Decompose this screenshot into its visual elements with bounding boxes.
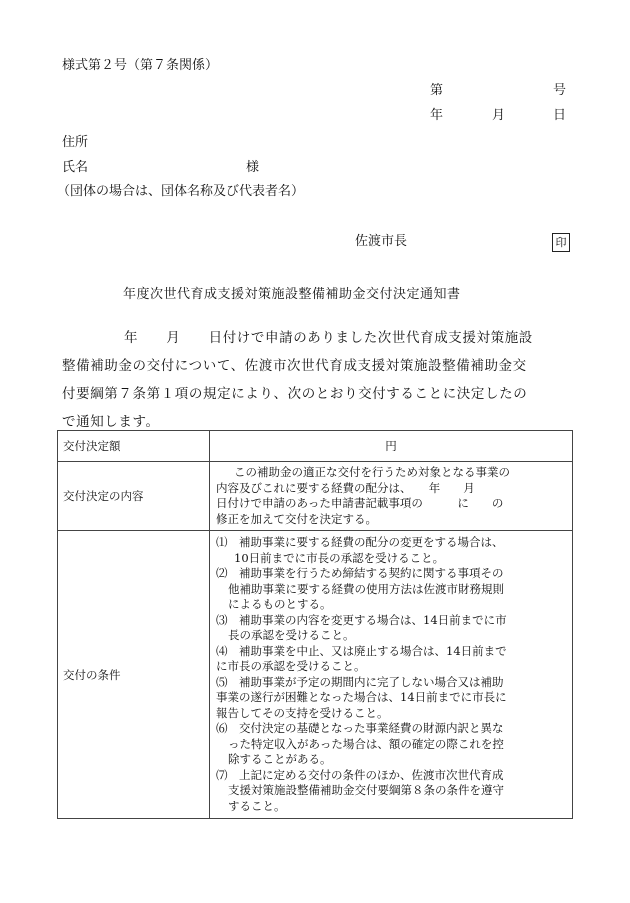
condition-line: ⑷ 補助事業を中止、又は廃止する場合は、14日前まで — [216, 643, 507, 658]
amount-unit: 円 — [210, 431, 573, 462]
condition-line: 除することがある。 — [228, 752, 332, 766]
condition-line: ⑶ 補助事業の内容を変更する場合は、14日前までに市 — [216, 612, 507, 627]
form-number: 様式第２号（第７条関係） — [62, 58, 219, 73]
doc-number-suffix: 号 — [553, 83, 567, 98]
content-line: 日付けで申請のあった申請書記載事項の に の — [216, 496, 504, 510]
body-line: 年 月 日付けで申請のありました次世代育成支援対策施設 — [124, 330, 533, 346]
content-row — [58, 462, 573, 531]
content-line: 修正を加えて交付を決定する。 — [216, 511, 377, 526]
body-line: で通知します。 — [62, 414, 160, 430]
conditions-label: 交付の条件 — [58, 531, 210, 819]
address-label: 住所 — [62, 135, 89, 150]
condition-line: すること。 — [228, 798, 286, 813]
condition-line: ⑺ 上記に定める交付の条件のほか、佐渡市次世代育成 — [216, 767, 504, 782]
condition-line: った特定収入があった場合は、額の確定の際これを控 — [228, 736, 504, 751]
official-seal-box: 印 — [552, 233, 570, 252]
group-note: （団体の場合は、団体名称及び代表者名） — [57, 184, 305, 199]
condition-line: 支援対策施設整備補助金交付要綱第８条の条件を遵守 — [228, 783, 504, 797]
condition-line: ⑹ 交付決定の基礎となった事業経費の財源内訳と異な — [216, 721, 504, 735]
condition-line: ⑵ 補助事業を行うため締結する契約に関する事項その — [216, 566, 504, 580]
issuer-name: 佐渡市長 — [355, 234, 408, 249]
body-paragraph — [62, 324, 567, 436]
condition-line: によるものとする。 — [228, 597, 332, 611]
condition-line: 事業の遂行が困難となった場合は、14日前までに市長に — [216, 690, 507, 704]
condition-line: ⑴ 補助事業に要する経費の配分の変更をする場合は、 — [216, 535, 504, 549]
content-label: 交付決定の内容 — [58, 462, 210, 531]
decision-table — [57, 430, 573, 819]
amount-row — [58, 431, 573, 462]
amount-label: 交付決定額 — [58, 431, 210, 462]
condition-line: 他補助事業に要する経費の使用方法は佐渡市財務規則 — [228, 581, 504, 596]
condition-line: ⑸ 補助事業が予定の期間内に完了しない場合又は補助 — [216, 674, 504, 689]
body-line: 付要綱第７条第１項の規定により、次のとおり交付することに決定したの — [62, 386, 528, 402]
honorific: 様 — [246, 160, 260, 175]
date-year: 年 — [430, 108, 444, 123]
name-label: 氏名 — [62, 160, 89, 175]
document-title: 年度次世代育成支援対策施設整備補助金交付決定通知書 — [123, 287, 461, 302]
content-line: この補助金の適正な交付を行うため対象となる事業の — [234, 465, 510, 479]
condition-line: 10日前までに市長の承認を受けること。 — [234, 550, 445, 565]
condition-line: 報告してその支持を受けること。 — [216, 705, 389, 720]
condition-line: 長の承認を受けること。 — [228, 628, 355, 642]
content-cell — [210, 462, 573, 531]
content-line: 内容及びこれに要する経費の配分は、 年 月 — [216, 480, 475, 495]
body-line: 整備補助金の交付について、佐渡市次世代育成支援対策施設整備補助金交 — [62, 358, 527, 374]
conditions-cell — [210, 531, 573, 819]
date-day: 日 — [553, 108, 567, 123]
condition-line: に市長の承認を受けること。 — [216, 659, 366, 673]
doc-number-prefix: 第 — [430, 83, 444, 98]
date-month: 月 — [492, 108, 506, 123]
conditions-row — [58, 531, 573, 819]
